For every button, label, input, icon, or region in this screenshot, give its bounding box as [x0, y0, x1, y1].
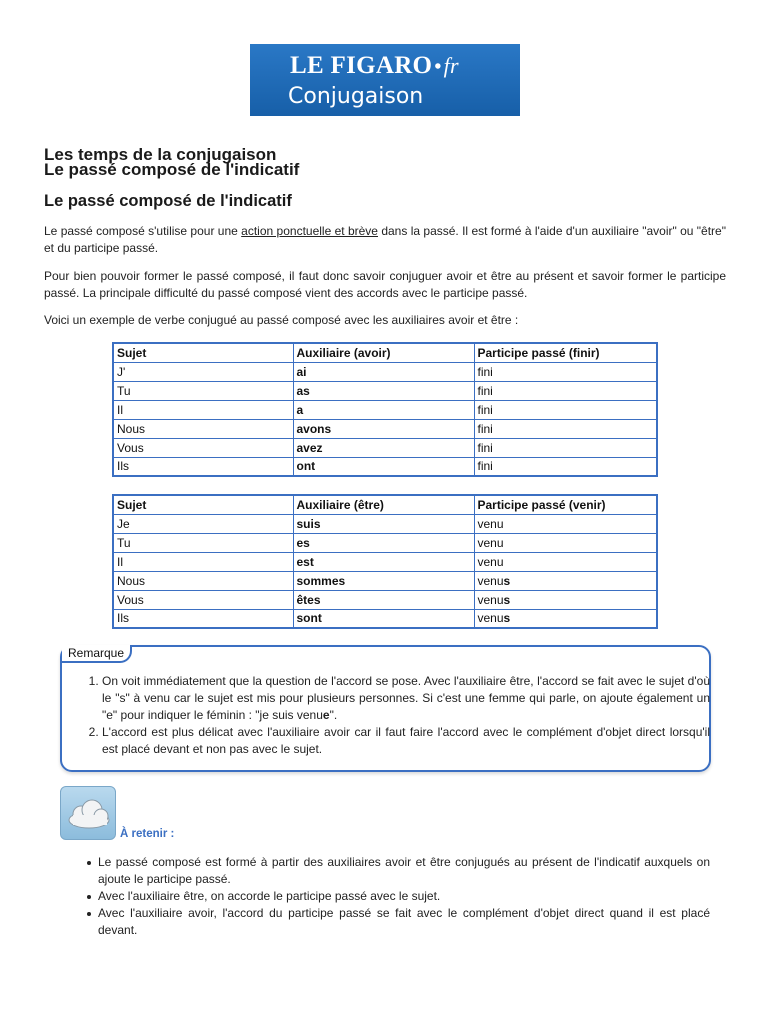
table-header-row: [113, 343, 657, 362]
table-header-row: [113, 495, 657, 514]
participle-cell: venus: [474, 609, 657, 628]
table-row: [113, 400, 657, 419]
table-row: [113, 590, 657, 609]
remark-list: [102, 673, 710, 758]
remark-label: Remarque: [62, 645, 132, 663]
table-row: [113, 571, 657, 590]
table-row: [113, 533, 657, 552]
subject-cell: Tu: [113, 381, 293, 400]
subject-cell: Tu: [113, 533, 293, 552]
subject-cell: Je: [113, 514, 293, 533]
subject-cell: Ils: [113, 457, 293, 476]
table-header: Sujet: [113, 495, 293, 514]
auxiliary-cell: ai: [293, 362, 474, 381]
table-header: Auxiliaire (avoir): [293, 343, 474, 362]
retenir-list: [98, 854, 710, 939]
table-row: [113, 552, 657, 571]
list-item: 1. On voit immédiatement que la question de l'accord se pose. Avec l'auxiliaire être, l'accord se fait avec le sujet d'où le "s" à venu car le sujet est mis pour plusieurs personnes. Si c'est une femme qui parle, on ajoute également un "e" pour indiquer le féminin : "je suis venue".: [102, 673, 710, 724]
participle-cell: venu: [474, 514, 657, 533]
subject-cell: Nous: [113, 571, 293, 590]
auxiliary-cell: avez: [293, 438, 474, 457]
table-header: Participe passé (venir): [474, 495, 657, 514]
subject-cell: Il: [113, 552, 293, 571]
page-title: Le passé composé de l'indicatif: [44, 192, 292, 210]
auxiliary-cell: a: [293, 400, 474, 419]
auxiliary-cell: ont: [293, 457, 474, 476]
auxiliary-cell: sommes: [293, 571, 474, 590]
intro-paragraph-3: Voici un exemple de verbe conjugué au passé composé avec les auxiliaires avoir et être :: [44, 313, 519, 327]
auxiliary-cell: êtes: [293, 590, 474, 609]
auxiliary-cell: avons: [293, 419, 474, 438]
a-retenir-label: À retenir :: [120, 828, 175, 840]
subject-cell: Il: [113, 400, 293, 419]
heading-subsection: Le passé composé de l'indicatif: [44, 160, 300, 179]
participle-cell: fini: [474, 457, 657, 476]
intro-paragraph-2: Pour bien pouvoir former le passé composé, il faut donc savoir conjuguer avoir et être au présent et savoir former le participe passé. La principale difficulté du passé composé vient des accords avec le participe passé.: [44, 269, 726, 300]
participle-cell: venu: [474, 552, 657, 571]
auxiliary-cell: es: [293, 533, 474, 552]
remark-box: [60, 645, 711, 772]
list-item: Avec l'auxiliaire avoir, l'accord du participe passé se fait avec le complément d'objet direct quand il est placé devant.: [98, 906, 710, 937]
participle-cell: venus: [474, 571, 657, 590]
heading-section: Les temps de la conjugaison: [44, 145, 277, 164]
participle-cell: fini: [474, 381, 657, 400]
logo-subtitle: Conjugaison: [288, 84, 424, 109]
table-row: [113, 457, 657, 476]
action-ponctuelle-link[interactable]: action ponctuelle et brève: [241, 224, 378, 238]
subject-cell: J': [113, 362, 293, 381]
list-item: Avec l'auxiliaire être, on accorde le participe passé avec le sujet.: [98, 888, 710, 905]
table-row: [113, 514, 657, 533]
list-item: 2. L'accord est plus délicat avec l'auxiliaire avoir car il faut faire l'accord avec le complément d'objet direct lorsqu'il est placé devant et non pas avec le sujet.: [102, 724, 710, 758]
participle-cell: venus: [474, 590, 657, 609]
figaro-conjugaison-logo[interactable]: [250, 44, 520, 116]
table-header: Participe passé (finir): [474, 343, 657, 362]
subject-cell: Vous: [113, 438, 293, 457]
auxiliary-cell: sont: [293, 609, 474, 628]
table-row: [113, 362, 657, 381]
participle-cell: venu: [474, 533, 657, 552]
list-item: Le passé composé est formé à partir des auxiliaires avoir et être conjugués au présent de l'indicatif auxquels on ajoute le participe passé.: [98, 855, 710, 886]
subject-cell: Ils: [113, 609, 293, 628]
participle-cell: fini: [474, 400, 657, 419]
intro-paragraph-1: Le passé composé s'utilise pour une action ponctuelle et brève dans la passé. Il est formé à l'aide d'un auxiliaire "avoir" ou "être" et du participe passé.: [44, 224, 726, 255]
conjugation-table-avoir: [112, 342, 658, 477]
table-header: Auxiliaire (être): [293, 495, 474, 514]
auxiliary-cell: est: [293, 552, 474, 571]
participle-cell: fini: [474, 362, 657, 381]
auxiliary-cell: suis: [293, 514, 474, 533]
logo-brand: LE FIGARO •fr: [290, 52, 459, 79]
table-row: [113, 609, 657, 628]
participle-cell: fini: [474, 438, 657, 457]
participle-cell: fini: [474, 419, 657, 438]
table-header: Sujet: [113, 343, 293, 362]
conjugation-table-etre: [112, 494, 658, 629]
subject-cell: Vous: [113, 590, 293, 609]
table-row: [113, 438, 657, 457]
cloud-icon: [60, 786, 116, 840]
auxiliary-cell: as: [293, 381, 474, 400]
subject-cell: Nous: [113, 419, 293, 438]
table-row: [113, 419, 657, 438]
table-row: [113, 381, 657, 400]
